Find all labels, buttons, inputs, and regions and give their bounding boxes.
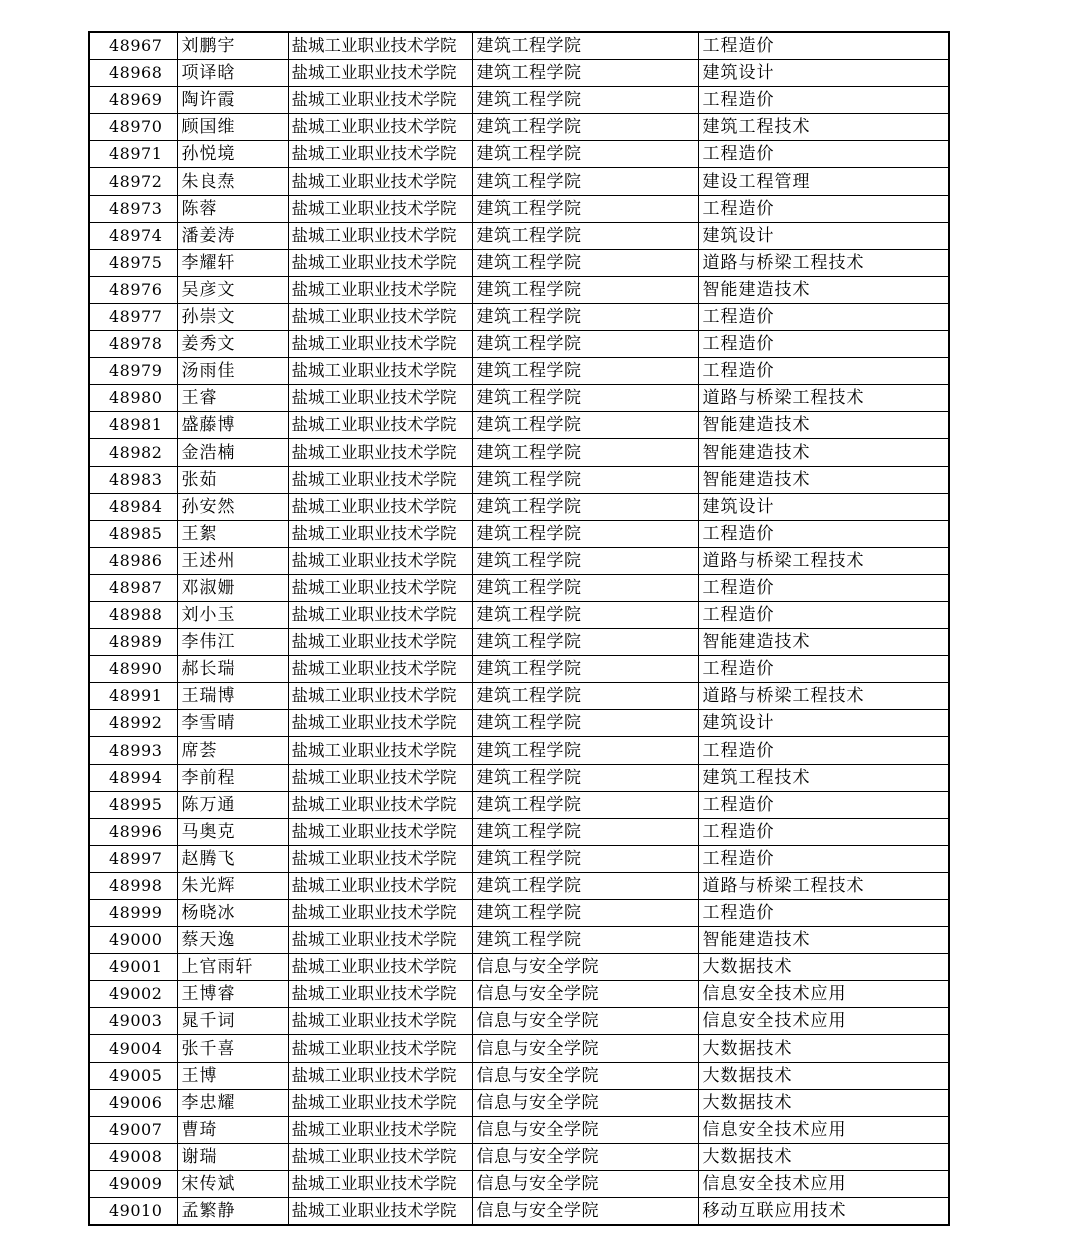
student-id-cell: 48989 [89,629,177,656]
college-cell: 建筑工程学院 [472,358,698,385]
college-cell: 建筑工程学院 [472,791,698,818]
major-cell: 建筑工程技术 [698,764,949,791]
table-row [89,981,949,1008]
student-id-cell: 48972 [89,168,177,195]
college-cell: 建筑工程学院 [472,276,698,303]
student-name-cell: 郝长瑞 [177,656,288,683]
college-cell: 信息与安全学院 [472,981,698,1008]
college-cell: 建筑工程学院 [472,168,698,195]
student-id-cell: 48985 [89,520,177,547]
college-cell: 信息与安全学院 [472,1116,698,1143]
major-cell: 信息安全技术应用 [698,1116,949,1143]
major-cell: 工程造价 [698,601,949,628]
student-id-cell: 48973 [89,195,177,222]
student-id-cell: 48970 [89,114,177,141]
major-cell: 道路与桥梁工程技术 [698,547,949,574]
student-id-cell: 48994 [89,764,177,791]
student-id-cell: 48981 [89,412,177,439]
school-cell: 盐城工业职业技术学院 [288,114,472,141]
student-name-cell: 王述州 [177,547,288,574]
college-cell: 信息与安全学院 [472,1170,698,1197]
student-name-cell: 顾国维 [177,114,288,141]
school-cell: 盐城工业职业技术学院 [288,710,472,737]
student-name-cell: 金浩楠 [177,439,288,466]
student-name-cell: 杨晓冰 [177,900,288,927]
student-roster-table [88,31,950,1226]
major-cell: 工程造价 [698,574,949,601]
student-id-cell: 49010 [89,1198,177,1226]
table-row [89,1170,949,1197]
student-name-cell: 邓淑姗 [177,574,288,601]
major-cell: 道路与桥梁工程技术 [698,683,949,710]
table-row [89,1116,949,1143]
major-cell: 道路与桥梁工程技术 [698,872,949,899]
major-cell: 道路与桥梁工程技术 [698,385,949,412]
major-cell: 大数据技术 [698,1089,949,1116]
college-cell: 建筑工程学院 [472,900,698,927]
college-cell: 建筑工程学院 [472,683,698,710]
school-cell: 盐城工业职业技术学院 [288,60,472,87]
school-cell: 盐城工业职业技术学院 [288,168,472,195]
student-id-cell: 48984 [89,493,177,520]
major-cell: 工程造价 [698,737,949,764]
student-id-cell: 48999 [89,900,177,927]
school-cell: 盐城工业职业技术学院 [288,276,472,303]
college-cell: 信息与安全学院 [472,1089,698,1116]
student-name-cell: 赵腾飞 [177,845,288,872]
student-id-cell: 48968 [89,60,177,87]
student-name-cell: 王絮 [177,520,288,547]
student-name-cell: 王睿 [177,385,288,412]
student-name-cell: 王博睿 [177,981,288,1008]
college-cell: 建筑工程学院 [472,710,698,737]
school-cell: 盐城工业职业技术学院 [288,303,472,330]
student-id-cell: 48986 [89,547,177,574]
table-row [89,303,949,330]
major-cell: 智能建造技术 [698,439,949,466]
college-cell: 建筑工程学院 [472,818,698,845]
student-id-cell: 49003 [89,1008,177,1035]
school-cell: 盐城工业职业技术学院 [288,927,472,954]
school-cell: 盐城工业职业技术学院 [288,574,472,601]
table-row [89,222,949,249]
table-row [89,520,949,547]
major-cell: 建设工程管理 [698,168,949,195]
table-row [89,1035,949,1062]
school-cell: 盐城工业职业技术学院 [288,845,472,872]
student-id-cell: 49007 [89,1116,177,1143]
student-id-cell: 48997 [89,845,177,872]
table-row [89,1143,949,1170]
college-cell: 建筑工程学院 [472,195,698,222]
college-cell: 建筑工程学院 [472,656,698,683]
major-cell: 工程造价 [698,32,949,60]
school-cell: 盐城工业职业技术学院 [288,32,472,60]
student-id-cell: 49008 [89,1143,177,1170]
major-cell: 建筑工程技术 [698,114,949,141]
table-row [89,331,949,358]
student-id-cell: 48978 [89,331,177,358]
student-name-cell: 上官雨轩 [177,954,288,981]
student-id-cell: 48990 [89,656,177,683]
school-cell: 盐城工业职业技术学院 [288,412,472,439]
college-cell: 建筑工程学院 [472,32,698,60]
major-cell: 大数据技术 [698,1035,949,1062]
major-cell: 工程造价 [698,818,949,845]
student-id-cell: 48996 [89,818,177,845]
school-cell: 盐城工业职业技术学院 [288,1089,472,1116]
student-id-cell: 48969 [89,87,177,114]
college-cell: 建筑工程学院 [472,222,698,249]
college-cell: 建筑工程学院 [472,764,698,791]
student-name-cell: 王博 [177,1062,288,1089]
major-cell: 工程造价 [698,141,949,168]
table-row [89,114,949,141]
college-cell: 建筑工程学院 [472,331,698,358]
school-cell: 盐城工业职业技术学院 [288,629,472,656]
school-cell: 盐城工业职业技术学院 [288,358,472,385]
student-id-cell: 49000 [89,927,177,954]
school-cell: 盐城工业职业技术学院 [288,331,472,358]
college-cell: 建筑工程学院 [472,493,698,520]
school-cell: 盐城工业职业技术学院 [288,385,472,412]
college-cell: 建筑工程学院 [472,141,698,168]
table-row [89,683,949,710]
major-cell: 工程造价 [698,656,949,683]
student-name-cell: 李忠耀 [177,1089,288,1116]
student-name-cell: 吴彦文 [177,276,288,303]
table-row [89,249,949,276]
major-cell: 智能建造技术 [698,629,949,656]
major-cell: 建筑设计 [698,60,949,87]
table-row [89,1062,949,1089]
student-id-cell: 49001 [89,954,177,981]
school-cell: 盐城工业职业技术学院 [288,1170,472,1197]
table-row [89,60,949,87]
college-cell: 建筑工程学院 [472,629,698,656]
table-row [89,385,949,412]
student-name-cell: 张千喜 [177,1035,288,1062]
major-cell: 工程造价 [698,195,949,222]
student-name-cell: 潘姜涛 [177,222,288,249]
student-id-cell: 48976 [89,276,177,303]
school-cell: 盐城工业职业技术学院 [288,141,472,168]
college-cell: 建筑工程学院 [472,385,698,412]
student-name-cell: 谢瑞 [177,1143,288,1170]
college-cell: 建筑工程学院 [472,249,698,276]
college-cell: 建筑工程学院 [472,439,698,466]
student-id-cell: 48988 [89,601,177,628]
table-row [89,439,949,466]
school-cell: 盐城工业职业技术学院 [288,1116,472,1143]
table-row [89,32,949,60]
college-cell: 建筑工程学院 [472,412,698,439]
table-row [89,466,949,493]
student-name-cell: 李前程 [177,764,288,791]
student-name-cell: 朱良焘 [177,168,288,195]
major-cell: 信息安全技术应用 [698,981,949,1008]
table-row [89,141,949,168]
student-name-cell: 曹琦 [177,1116,288,1143]
table-row [89,872,949,899]
student-name-cell: 王瑞博 [177,683,288,710]
major-cell: 大数据技术 [698,1062,949,1089]
student-name-cell: 孟繁静 [177,1198,288,1226]
school-cell: 盐城工业职业技术学院 [288,900,472,927]
student-name-cell: 晁千词 [177,1008,288,1035]
roster-sheet [88,31,948,1226]
student-name-cell: 张茹 [177,466,288,493]
student-id-cell: 49009 [89,1170,177,1197]
college-cell: 建筑工程学院 [472,87,698,114]
college-cell: 信息与安全学院 [472,1198,698,1226]
table-row [89,1008,949,1035]
table-row [89,547,949,574]
student-name-cell: 汤雨佳 [177,358,288,385]
major-cell: 大数据技术 [698,1143,949,1170]
student-id-cell: 48998 [89,872,177,899]
school-cell: 盐城工业职业技术学院 [288,683,472,710]
college-cell: 建筑工程学院 [472,927,698,954]
major-cell: 工程造价 [698,520,949,547]
student-name-cell: 孙崇文 [177,303,288,330]
student-name-cell: 孙悦境 [177,141,288,168]
school-cell: 盐城工业职业技术学院 [288,439,472,466]
major-cell: 智能建造技术 [698,466,949,493]
school-cell: 盐城工业职业技术学院 [288,547,472,574]
table-row [89,358,949,385]
school-cell: 盐城工业职业技术学院 [288,195,472,222]
college-cell: 信息与安全学院 [472,1035,698,1062]
student-name-cell: 朱光辉 [177,872,288,899]
school-cell: 盐城工业职业技术学院 [288,493,472,520]
school-cell: 盐城工业职业技术学院 [288,737,472,764]
student-name-cell: 刘鹏宇 [177,32,288,60]
school-cell: 盐城工业职业技术学院 [288,466,472,493]
major-cell: 工程造价 [698,87,949,114]
student-id-cell: 49002 [89,981,177,1008]
college-cell: 建筑工程学院 [472,737,698,764]
student-id-cell: 48975 [89,249,177,276]
school-cell: 盐城工业职业技术学院 [288,872,472,899]
student-id-cell: 49005 [89,1062,177,1089]
school-cell: 盐城工业职业技术学院 [288,1008,472,1035]
major-cell: 大数据技术 [698,954,949,981]
student-name-cell: 陈万通 [177,791,288,818]
table-row [89,574,949,601]
major-cell: 工程造价 [698,845,949,872]
student-name-cell: 项译晗 [177,60,288,87]
major-cell: 工程造价 [698,791,949,818]
table-row [89,656,949,683]
student-id-cell: 48991 [89,683,177,710]
table-row [89,737,949,764]
table-row [89,954,949,981]
college-cell: 建筑工程学院 [472,60,698,87]
student-id-cell: 48992 [89,710,177,737]
major-cell: 道路与桥梁工程技术 [698,249,949,276]
student-name-cell: 马奥克 [177,818,288,845]
student-id-cell: 48974 [89,222,177,249]
student-id-cell: 48967 [89,32,177,60]
college-cell: 建筑工程学院 [472,547,698,574]
school-cell: 盐城工业职业技术学院 [288,601,472,628]
student-id-cell: 48983 [89,466,177,493]
student-id-cell: 48993 [89,737,177,764]
college-cell: 建筑工程学院 [472,872,698,899]
student-id-cell: 49006 [89,1089,177,1116]
table-row [89,845,949,872]
major-cell: 智能建造技术 [698,412,949,439]
major-cell: 工程造价 [698,303,949,330]
student-name-cell: 蔡天逸 [177,927,288,954]
student-name-cell: 陶许霞 [177,87,288,114]
student-id-cell: 48987 [89,574,177,601]
student-id-cell: 48982 [89,439,177,466]
student-id-cell: 48979 [89,358,177,385]
major-cell: 移动互联应用技术 [698,1198,949,1226]
table-row [89,493,949,520]
major-cell: 工程造价 [698,331,949,358]
table-row [89,87,949,114]
table-row [89,168,949,195]
major-cell: 智能建造技术 [698,276,949,303]
major-cell: 信息安全技术应用 [698,1008,949,1035]
school-cell: 盐城工业职业技术学院 [288,222,472,249]
major-cell: 建筑设计 [698,222,949,249]
college-cell: 信息与安全学院 [472,1008,698,1035]
school-cell: 盐城工业职业技术学院 [288,981,472,1008]
school-cell: 盐城工业职业技术学院 [288,954,472,981]
table-row [89,276,949,303]
table-row [89,818,949,845]
school-cell: 盐城工业职业技术学院 [288,1062,472,1089]
school-cell: 盐城工业职业技术学院 [288,520,472,547]
table-row [89,1089,949,1116]
college-cell: 信息与安全学院 [472,1143,698,1170]
college-cell: 建筑工程学院 [472,845,698,872]
major-cell: 工程造价 [698,900,949,927]
school-cell: 盐城工业职业技术学院 [288,1198,472,1226]
student-name-cell: 李耀轩 [177,249,288,276]
roster-body [89,32,949,1225]
school-cell: 盐城工业职业技术学院 [288,818,472,845]
student-name-cell: 孙安然 [177,493,288,520]
school-cell: 盐城工业职业技术学院 [288,656,472,683]
college-cell: 信息与安全学院 [472,1062,698,1089]
school-cell: 盐城工业职业技术学院 [288,1143,472,1170]
student-id-cell: 48977 [89,303,177,330]
table-row [89,195,949,222]
table-row [89,629,949,656]
college-cell: 建筑工程学院 [472,114,698,141]
student-id-cell: 49004 [89,1035,177,1062]
college-cell: 建筑工程学院 [472,466,698,493]
student-name-cell: 李雪晴 [177,710,288,737]
table-row [89,764,949,791]
table-row [89,601,949,628]
student-id-cell: 48980 [89,385,177,412]
major-cell: 信息安全技术应用 [698,1170,949,1197]
table-row [89,791,949,818]
student-name-cell: 姜秀文 [177,331,288,358]
school-cell: 盐城工业职业技术学院 [288,249,472,276]
college-cell: 建筑工程学院 [472,520,698,547]
student-id-cell: 48995 [89,791,177,818]
student-name-cell: 宋传斌 [177,1170,288,1197]
school-cell: 盐城工业职业技术学院 [288,791,472,818]
table-row [89,710,949,737]
table-row [89,900,949,927]
table-row [89,927,949,954]
college-cell: 建筑工程学院 [472,303,698,330]
major-cell: 建筑设计 [698,710,949,737]
college-cell: 建筑工程学院 [472,574,698,601]
school-cell: 盐城工业职业技术学院 [288,1035,472,1062]
student-id-cell: 48971 [89,141,177,168]
major-cell: 智能建造技术 [698,927,949,954]
table-row [89,1198,949,1226]
major-cell: 建筑设计 [698,493,949,520]
major-cell: 工程造价 [698,358,949,385]
school-cell: 盐城工业职业技术学院 [288,87,472,114]
student-name-cell: 席荟 [177,737,288,764]
student-name-cell: 刘小玉 [177,601,288,628]
college-cell: 建筑工程学院 [472,601,698,628]
student-name-cell: 盛藤博 [177,412,288,439]
table-row [89,412,949,439]
student-name-cell: 李伟江 [177,629,288,656]
student-name-cell: 陈蓉 [177,195,288,222]
school-cell: 盐城工业职业技术学院 [288,764,472,791]
college-cell: 信息与安全学院 [472,954,698,981]
